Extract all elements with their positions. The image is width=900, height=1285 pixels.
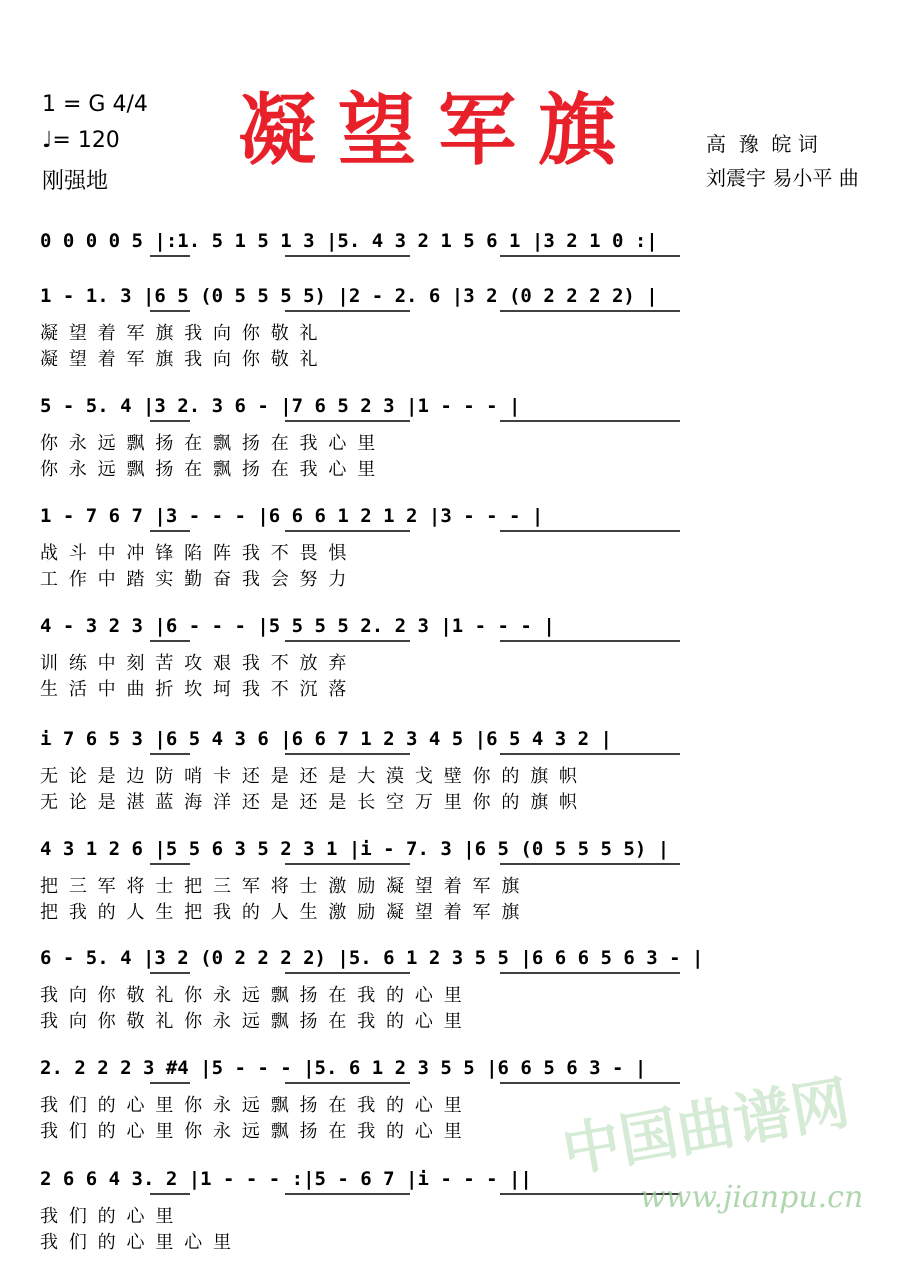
song-title: 凝望军旗 xyxy=(238,86,639,176)
tempo-marking xyxy=(42,128,120,153)
lyric-verse-1: 战 斗 中 冲 锋 陷 阵 我 不 畏 惧 xyxy=(40,543,347,564)
lyric-verse-1: 我 们 的 心 里 xyxy=(40,1206,174,1227)
note-line: 2 6 6 4 3. 2 |1 - - - :|5 - 6 7 |i - - - || xyxy=(40,1168,532,1190)
lyric-verse-1: 训 练 中 刻 苦 攻 艰 我 不 放 弃 xyxy=(40,653,347,674)
lyric-verse-2: 你 永 远 飘 扬 在 飘 扬 在 我 心 里 xyxy=(40,459,376,480)
lyric-verse-2: 我 们 的 心 里 你 永 远 飘 扬 在 我 的 心 里 xyxy=(40,1121,462,1142)
lyric-verse-1: 我 们 的 心 里 你 永 远 飘 扬 在 我 的 心 里 xyxy=(40,1095,462,1116)
note-line: 2. 2 2 2 3 #4 |5 - - - |5. 6 1 2 3 5 5 |6 6 5 6 3 - | xyxy=(40,1057,647,1079)
beam-lines xyxy=(0,505,900,535)
lyric-verse-2: 我 向 你 敬 礼 你 永 远 飘 扬 在 我 的 心 里 xyxy=(40,1011,462,1032)
watermark-url: www.jianpu.cn xyxy=(640,1180,864,1215)
lyric-verse-2: 把 我 的 人 生 把 我 的 人 生 激 励 凝 望 着 军 旗 xyxy=(40,902,520,923)
lyricist-credit: 高 豫 皖 词 xyxy=(706,132,818,156)
beam-lines xyxy=(0,285,900,315)
lyric-verse-1: 我 向 你 敬 礼 你 永 远 飘 扬 在 我 的 心 里 xyxy=(40,985,462,1006)
lyric-verse-1: 你 永 远 飘 扬 在 飘 扬 在 我 心 里 xyxy=(40,433,376,454)
beam-lines xyxy=(0,728,900,758)
lyric-verse-2: 无 论 是 湛 蓝 海 洋 还 是 还 是 长 空 万 里 你 的 旗 帜 xyxy=(40,792,578,813)
composer-credit: 刘震宇 易小平 曲 xyxy=(706,166,859,190)
note-line: 4 - 3 2 3 |6 - - - |5 5 5 5 2. 2 3 |1 - - - | xyxy=(40,615,555,637)
beam-lines xyxy=(0,838,900,868)
lyric-verse-1: 凝 望 着 军 旗 我 向 你 敬 礼 xyxy=(40,323,318,344)
note-line: 4 3 1 2 6 |5 5 6 3 5 2 3 1 |i - 7. 3 |6 5 (0 5 5 5 5) | xyxy=(40,838,670,860)
watermark-logo: 中国曲谱网 xyxy=(557,1068,855,1186)
quarter-note-icon: ♩ xyxy=(42,128,53,153)
expression-marking: 刚强地 xyxy=(42,169,109,194)
note-line: 5 - 5. 4 |3 2. 3 6 - |7 6 5 2 3 |1 - - - | xyxy=(40,395,521,417)
lyric-verse-2: 工 作 中 踏 实 勤 奋 我 会 努 力 xyxy=(40,569,347,590)
lyric-verse-1: 把 三 军 将 士 把 三 军 将 士 激 励 凝 望 着 军 旗 xyxy=(40,876,520,897)
lyric-verse-2: 生 活 中 曲 折 坎 坷 我 不 沉 落 xyxy=(40,679,347,700)
note-line: i 7 6 5 3 |6 5 4 3 6 |6 6 7 1 2 3 4 5 |6 5 4 3 2 | xyxy=(40,728,612,750)
lyric-verse-2: 我 们 的 心 里 心 里 xyxy=(40,1232,232,1253)
note-line: 0 0 0 0 5 |:1. 5 1 5 1 3 |5. 4 3 2 1 5 6 1 |3 2 1 0 :| xyxy=(40,230,658,252)
note-line: 1 - 7 6 7 |3 - - - |6 6 6 1 2 1 2 |3 - - - | xyxy=(40,505,544,527)
beam-lines xyxy=(0,615,900,645)
tempo-value: = 120 xyxy=(52,128,120,153)
note-line: 1 - 1. 3 |6 5 (0 5 5 5 5) |2 - 2. 6 |3 2 (0 2 2 2 2) | xyxy=(40,285,658,307)
lyric-verse-1: 无 论 是 边 防 哨 卡 还 是 还 是 大 漠 戈 壁 你 的 旗 帜 xyxy=(40,766,578,787)
beam-lines xyxy=(0,395,900,425)
beam-lines xyxy=(0,947,900,977)
key-signature: 1 = G 4/4 xyxy=(42,92,148,117)
note-line: 6 - 5. 4 |3 2 (0 2 2 2 2) |5. 6 1 2 3 5 5 |6 6 6 5 6 3 - | xyxy=(40,947,704,969)
beam-lines xyxy=(0,230,900,260)
lyric-verse-2: 凝 望 着 军 旗 我 向 你 敬 礼 xyxy=(40,349,318,370)
